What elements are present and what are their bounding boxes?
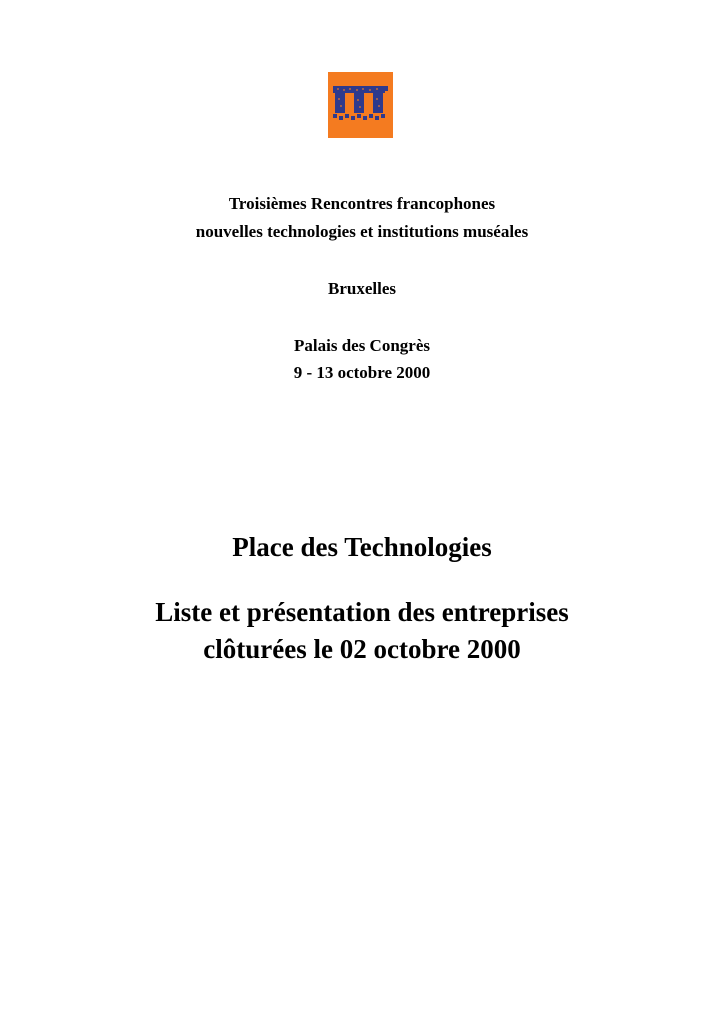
event-name-line-2: nouvelles technologies et institutions muséales — [195, 222, 529, 241]
document-subtitle-line-2: clôturées le 02 octobre 2000 — [203, 634, 521, 664]
event-city: Bruxelles — [328, 279, 396, 298]
document-title: Place des Technologies — [232, 532, 492, 562]
document-subtitle-line-1: Liste et présentation des entreprises — [155, 597, 569, 627]
event-venue: Palais des Congrès — [294, 336, 430, 355]
event-name-line-1: Troisièmes Rencontres francophones — [228, 194, 496, 213]
event-dates: 9 - 13 octobre 2000 — [293, 363, 431, 382]
museum-m-logo-icon — [328, 72, 393, 138]
